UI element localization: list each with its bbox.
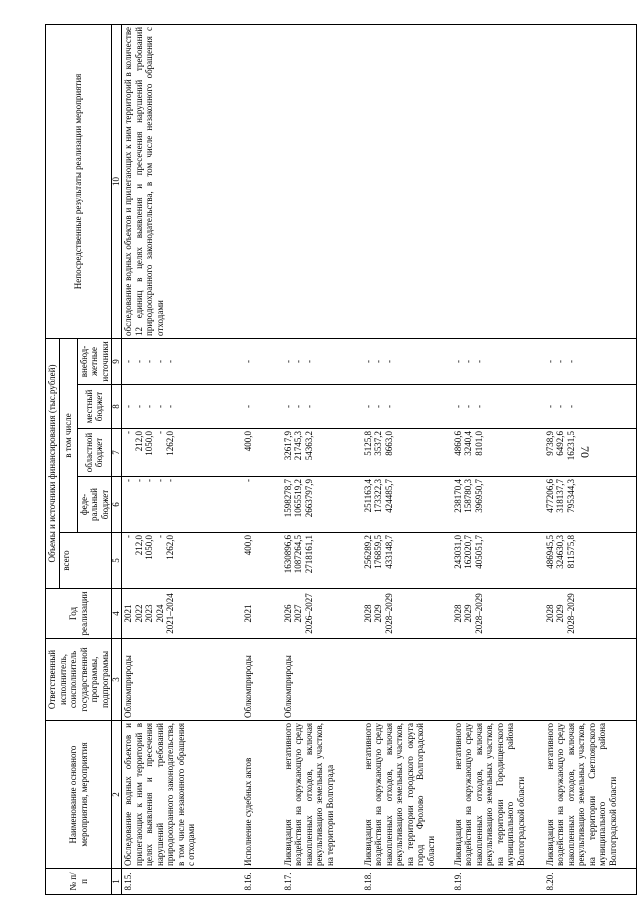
local-budget xyxy=(282,385,362,429)
federal-budget-value: - xyxy=(242,479,253,482)
row-number: 8.15. xyxy=(122,869,242,895)
column-number: 4 xyxy=(112,589,122,639)
total-amount xyxy=(122,533,242,589)
header-year: Год реализации xyxy=(46,589,112,639)
federal-budget xyxy=(362,477,452,533)
extra-budget-sources-value: - xyxy=(293,359,303,363)
extra-budget-sources-value: - xyxy=(123,359,133,363)
federal-budget-value: - xyxy=(133,479,144,482)
local-budget-value: - xyxy=(293,405,303,408)
extra-budget-sources xyxy=(282,338,362,384)
regional-budget-value: 4860,6 xyxy=(452,431,463,456)
total-amount-value: 1630896,6 xyxy=(282,535,293,574)
federal-budget-value: 396950,7 xyxy=(473,479,484,513)
implementation-years-value: 2028 xyxy=(544,604,555,623)
local-budget-value: - xyxy=(144,405,154,408)
total-amount xyxy=(362,533,452,589)
regional-budget-value: 1050,0 xyxy=(144,431,154,456)
extra-budget-sources-value: - xyxy=(463,359,473,363)
table-row xyxy=(452,24,544,894)
extra-budget-sources xyxy=(122,338,242,384)
total-amount-value: 405051,7 xyxy=(473,535,484,569)
federal-budget-value: 1065519,2 xyxy=(293,479,303,518)
local-budget-value: - xyxy=(452,405,463,408)
column-number-row xyxy=(112,24,122,894)
local-budget-value: - xyxy=(165,405,175,408)
total-amount-value: 243031,0 xyxy=(452,535,463,569)
implementation-years-value: 2026–2027 xyxy=(303,593,314,634)
total-amount-value: 400,0 xyxy=(242,535,253,556)
federal-budget-value: 158780,3 xyxy=(463,479,473,513)
regional-budget-value: 6492,6 xyxy=(555,431,565,456)
total-amount-value: 176859,5 xyxy=(373,535,383,569)
extra-budget-sources-value: - xyxy=(373,359,383,363)
column-number: 8 xyxy=(112,385,122,429)
total-amount xyxy=(282,533,362,589)
total-amount-value: - xyxy=(154,535,165,538)
header-no: № п/п xyxy=(46,869,112,895)
extra-budget-sources xyxy=(242,338,282,384)
implementation-years xyxy=(544,589,637,639)
table-row xyxy=(282,24,362,894)
regional-budget xyxy=(122,429,242,477)
direct-results xyxy=(452,24,544,338)
column-number: 5 xyxy=(112,533,122,589)
local-budget xyxy=(452,385,544,429)
direct-results xyxy=(242,24,282,338)
total-amount-value: 212,0 xyxy=(133,535,144,556)
table-row xyxy=(362,24,452,894)
federal-budget-value: 251163,4 xyxy=(362,479,373,513)
implementation-years-value: 2026 xyxy=(282,604,293,623)
local-budget-value: - xyxy=(282,405,293,408)
header-volumes: Объемы и источники финансирования (тыс.рублей) xyxy=(46,338,60,588)
regional-budget xyxy=(242,429,282,477)
implementation-years-value: 2024 xyxy=(154,604,165,623)
measure-name: Ликвидация негативного воздействия на окружающую среду накопленных отходов, включая рекультивацию земельных участков, на территории городского округа город Фролово Волгоградской области xyxy=(362,721,452,869)
direct-results xyxy=(282,24,362,338)
federal-budget-value: 238170,4 xyxy=(452,479,463,513)
measure-name: Обследование водных объектов и прилегающих к ним территорий в целях выявления и пресечения нарушений требований природоохранного законодательства, в том числе незаконного обращения с отходами xyxy=(122,721,242,869)
implementation-years-value: 2029 xyxy=(373,604,383,623)
program-measures-table xyxy=(45,24,637,895)
column-number: 9 xyxy=(112,338,122,384)
extra-budget-sources-value: - xyxy=(303,359,314,363)
table-row xyxy=(122,24,242,894)
column-number: 6 xyxy=(112,477,122,533)
header-result: Непосредственные результаты реализации мероприятия xyxy=(46,24,112,338)
local-budget-value: - xyxy=(544,405,555,408)
total-amount-value: 1050,0 xyxy=(144,535,154,560)
regional-budget-value: 54363,2 xyxy=(303,431,314,461)
federal-budget xyxy=(122,477,242,533)
total-amount-value: 811575,8 xyxy=(565,535,576,569)
column-number: 7 xyxy=(112,429,122,477)
row-number: 8.20. xyxy=(544,869,637,895)
header-responsible: Ответственный исполнитель, соисполнитель государственной программы, подпрограммы xyxy=(46,639,112,721)
responsible-executor: Облкомприроды xyxy=(122,639,242,721)
total-amount xyxy=(452,533,544,589)
local-budget xyxy=(362,385,452,429)
local-budget xyxy=(122,385,242,429)
implementation-years-value: 2027 xyxy=(293,604,303,623)
federal-budget-value: 1598278,7 xyxy=(282,479,293,518)
total-amount-value: - xyxy=(123,535,133,538)
implementation-years-value: 2028 xyxy=(452,604,463,623)
extra-budget-sources xyxy=(544,338,637,384)
local-budget-value: - xyxy=(154,405,165,408)
local-budget-value: - xyxy=(303,405,314,408)
total-amount-value: 486945,5 xyxy=(544,535,555,569)
row-number: 8.17. xyxy=(282,869,362,895)
local-budget-value: - xyxy=(463,405,473,408)
page-number: 70 xyxy=(578,446,592,458)
regional-budget-value: 1262,0 xyxy=(165,431,175,456)
extra-budget-sources-value: - xyxy=(473,359,484,363)
implementation-years xyxy=(282,589,362,639)
table-row xyxy=(242,24,282,894)
measure-name: Исполнение судебных актов xyxy=(242,721,282,869)
regional-budget-value: 3240,4 xyxy=(463,431,473,456)
local-budget xyxy=(242,385,282,429)
measure-name: Ликвидация негативного воздействия на окружающую среду накопленных отходов, включая рекультивацию земельных участков, на территории Светлоярского муниципального района Волгоградской области xyxy=(544,721,637,869)
header-regional: областной бюджет xyxy=(77,429,112,477)
extra-budget-sources-value: - xyxy=(282,359,293,363)
regional-budget xyxy=(282,429,362,477)
extra-budget-sources-value: - xyxy=(154,359,165,363)
implementation-years xyxy=(122,589,242,639)
federal-budget xyxy=(452,477,544,533)
extra-budget-sources-value: - xyxy=(242,359,253,363)
federal-budget-value: 424485,7 xyxy=(383,479,394,513)
regional-budget-value: 9738,9 xyxy=(544,431,555,456)
implementation-years-value: 2021–2024 xyxy=(165,593,175,634)
federal-budget xyxy=(544,477,637,533)
total-amount-value: 162020,7 xyxy=(463,535,473,569)
direct-results xyxy=(544,24,637,338)
direct-results xyxy=(362,24,452,338)
column-number: 2 xyxy=(112,721,122,869)
regional-budget-value: 21745,3 xyxy=(293,431,303,461)
regional-budget-value: 32617,9 xyxy=(282,431,293,461)
total-amount xyxy=(544,533,637,589)
measure-name: Ликвидация негативного воздействия на окружающую среду накопленных отходов, включая рекультивацию земельных участков, на территории Городищенского муниципального района Волгоградской области xyxy=(452,721,544,869)
local-budget-value: - xyxy=(242,405,253,408)
rotated-table-frame xyxy=(45,25,618,895)
row-number: 8.16. xyxy=(242,869,282,895)
extra-budget-sources-value: - xyxy=(544,359,555,363)
extra-budget-sources-value: - xyxy=(555,359,565,363)
federal-budget xyxy=(242,477,282,533)
regional-budget-value: 400,0 xyxy=(242,431,253,452)
implementation-years-value: 2021 xyxy=(123,604,133,623)
header-name: Наименование основного мероприятия, мероприятия xyxy=(46,721,112,869)
extra-budget-sources xyxy=(452,338,544,384)
regional-budget-value: - xyxy=(154,431,165,434)
extra-budget-sources-value: - xyxy=(452,359,463,363)
local-budget-value: - xyxy=(133,405,144,408)
total-amount-value: 2718161,1 xyxy=(303,535,314,574)
responsible-executor xyxy=(544,639,637,721)
header-total: всего xyxy=(59,533,112,589)
federal-budget-value: 173322,3 xyxy=(373,479,383,513)
extra-budget-sources-value: - xyxy=(565,359,576,363)
total-amount-value: 256289,2 xyxy=(362,535,373,569)
column-number: 1 xyxy=(112,869,122,895)
implementation-years-value: 2028 xyxy=(362,604,373,623)
total-amount-value: 324630,3 xyxy=(555,535,565,569)
federal-budget xyxy=(282,477,362,533)
federal-budget-value: - xyxy=(154,479,165,482)
local-budget-value: - xyxy=(555,405,565,408)
regional-budget-value: 8101,0 xyxy=(473,431,484,456)
federal-budget-value: 2663797,9 xyxy=(303,479,314,518)
implementation-years-value: 2022 xyxy=(133,604,144,623)
federal-budget-value: 477206,6 xyxy=(544,479,555,513)
implementation-years-value: 2028–2029 xyxy=(565,593,576,634)
header-local: местный бюджет xyxy=(77,385,112,429)
regional-budget-value: 5125,8 xyxy=(362,431,373,456)
extra-budget-sources-value: - xyxy=(362,359,373,363)
federal-budget-value: 795344,3 xyxy=(565,479,576,513)
implementation-years xyxy=(242,589,282,639)
regional-budget xyxy=(452,429,544,477)
implementation-years xyxy=(362,589,452,639)
local-budget-value: - xyxy=(383,405,394,408)
regional-budget-value: 212,0 xyxy=(133,431,144,452)
responsible-executor: Облкомприроды xyxy=(282,639,362,721)
responsible-executor: Облкомприроды xyxy=(242,639,282,721)
measure-name: Ликвидация негативного воздействия на окружающую среду накопленных отходов, включая рекультивацию земельных участков, на территории Волгограда xyxy=(282,721,362,869)
table-body xyxy=(122,24,637,894)
column-number: 3 xyxy=(112,639,122,721)
federal-budget-value: - xyxy=(123,479,133,482)
local-budget-value: - xyxy=(362,405,373,408)
header-incl: в том числе xyxy=(59,338,77,532)
implementation-years-value: 2023 xyxy=(144,604,154,623)
total-amount xyxy=(242,533,282,589)
federal-budget-value: - xyxy=(144,479,154,482)
extra-budget-sources xyxy=(362,338,452,384)
regional-budget xyxy=(362,429,452,477)
table-row xyxy=(544,24,637,894)
implementation-years-value: 2029 xyxy=(555,604,565,623)
implementation-years-value: 2028–2029 xyxy=(383,593,394,634)
local-budget xyxy=(544,385,637,429)
total-amount-value: 1087264,5 xyxy=(293,535,303,574)
row-number: 8.18. xyxy=(362,869,452,895)
implementation-years-value: 2021 xyxy=(242,604,253,623)
row-number: 8.19. xyxy=(452,869,544,895)
federal-budget-value: 318137,7 xyxy=(555,479,565,513)
local-budget-value: - xyxy=(373,405,383,408)
regional-budget xyxy=(544,429,637,477)
extra-budget-sources-value: - xyxy=(133,359,144,363)
regional-budget-value: 16231,5 xyxy=(565,431,576,461)
responsible-executor xyxy=(362,639,452,721)
local-budget-value: - xyxy=(123,405,133,408)
responsible-executor xyxy=(452,639,544,721)
direct-results: обследование водных объектов и прилегающих к ним территорий в количестве 12 единиц в целях выявления и пресечения нарушений требований природоохранного законодательства, в том числе незаконного обращения с отходами xyxy=(122,24,242,338)
regional-budget-value: 8663,0 xyxy=(383,431,394,456)
regional-budget-value: - xyxy=(123,431,133,434)
extra-budget-sources-value: - xyxy=(165,359,175,363)
total-amount-value: 1262,0 xyxy=(165,535,175,560)
local-budget-value: - xyxy=(565,405,576,408)
header-extra: внебюд-жетные источники xyxy=(77,338,112,384)
local-budget-value: - xyxy=(473,405,484,408)
federal-budget-value: - xyxy=(165,479,175,482)
implementation-years xyxy=(452,589,544,639)
regional-budget-value: 3537,2 xyxy=(373,431,383,456)
total-amount-value: 433148,7 xyxy=(383,535,394,569)
extra-budget-sources-value: - xyxy=(383,359,394,363)
implementation-years-value: 2029 xyxy=(463,604,473,623)
implementation-years-value: 2028–2029 xyxy=(473,593,484,634)
column-number: 10 xyxy=(112,24,122,338)
extra-budget-sources-value: - xyxy=(144,359,154,363)
header-federal: феде-ральный бюджет xyxy=(77,477,112,533)
